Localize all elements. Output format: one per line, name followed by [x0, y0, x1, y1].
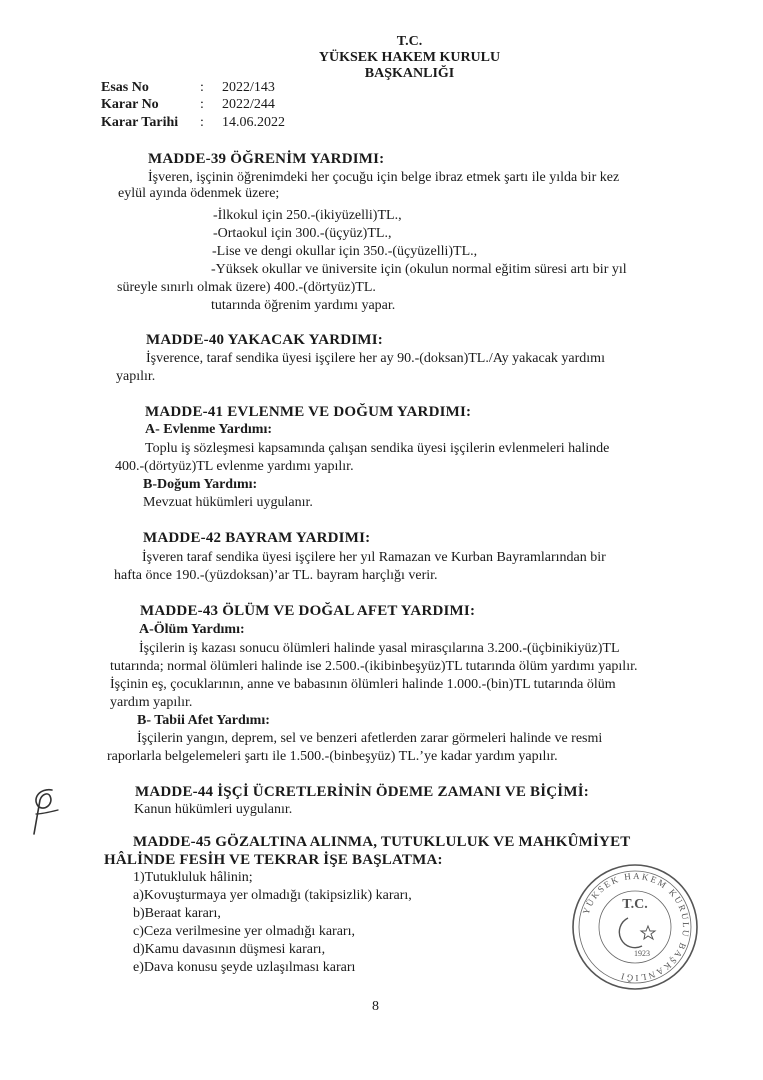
article-43-subtitle-b: B- Tabii Afet Yardımı:: [137, 713, 270, 728]
list-item: süreyle sınırlı olmak üzere) 400.-(dörtyüz)TL.: [117, 280, 376, 295]
official-stamp: [570, 862, 700, 992]
header-institution: YÜKSEK HAKEM KURULU: [318, 50, 501, 65]
meta-value: 14.06.2022: [222, 115, 285, 130]
list-item: -Ortaokul için 300.-(üçyüz)TL.,: [213, 226, 392, 241]
article-41-title: MADDE-41 EVLENME VE DOĞUM YARDIMI:: [145, 404, 472, 420]
text-line: raporlarla belgelemeleri şartı ile 1.500.-(binbeşyüz) TL.’ye kadar yardım yapılır.: [107, 749, 558, 764]
text-line: İşçilerin yangın, deprem, sel ve benzeri afetlerden zarar görmeleri halinde ve resmi: [137, 731, 603, 746]
article-43-title: MADDE-43 ÖLÜM VE DOĞAL AFET YARDIMI:: [140, 603, 476, 619]
list-item: e)Dava konusu şeyde uzlaşılması kararı: [133, 960, 356, 975]
header-presidency: BAŞKANLIĞI: [364, 66, 455, 81]
meta-value: 2022/244: [222, 97, 275, 112]
article-40-title: MADDE-40 YAKACAK YARDIMI:: [146, 332, 383, 348]
list-item: 1)Tutukluluk hâlinin;: [133, 870, 253, 885]
page-number: 8: [372, 999, 379, 1014]
article-43-subtitle-a: A-Ölüm Yardımı:: [139, 622, 245, 637]
meta-label: Karar Tarihi: [101, 115, 179, 130]
article-45-title: HÂLİNDE FESİH VE TEKRAR İŞE BAŞLATMA:: [104, 852, 443, 868]
meta-value: 2022/143: [222, 80, 275, 95]
meta-sep: :: [200, 115, 204, 130]
stamp-ring-text: YÜKSEK HAKEM KURULU BAŞKANLIĞI: [580, 870, 692, 984]
article-41-subtitle-a: A- Evlenme Yardımı:: [145, 422, 273, 437]
text-line: yapılır.: [116, 369, 156, 384]
list-item: -Lise ve dengi okullar için 350.-(üçyüzelli)TL.,: [212, 244, 478, 259]
meta-sep: :: [200, 97, 204, 112]
list-item: c)Ceza verilmesine yer olmadığı kararı,: [133, 924, 355, 939]
text-line: İşveren, işçinin öğrenimdeki her çocuğu için belge ibraz etmek şartı ile yılda bir kez: [148, 170, 620, 185]
text-line: hafta önce 190.-(yüzdoksan)’ar TL. bayram harçlığı verir.: [114, 568, 438, 583]
list-item: -İlkokul için 250.-(ikiyüzelli)TL.,: [213, 208, 402, 223]
stamp-year: 1923: [634, 949, 650, 958]
list-item: a)Kovuşturmaya yer olmadığı (takipsizlik) kararı,: [133, 888, 412, 903]
article-44-title: MADDE-44 İŞÇİ ÜCRETLERİNİN ÖDEME ZAMANI VE BİÇİMİ:: [135, 784, 589, 800]
text-line: İşveren taraf sendika üyesi işçilere her yıl Ramazan ve Kurban Bayramlarından bir: [142, 550, 606, 565]
article-39-title: MADDE-39 ÖĞRENİM YARDIMI:: [148, 151, 385, 167]
text-line: Toplu iş sözleşmesi kapsamında çalışan sendika üyesi işçilerin evlenmeleri halinde: [145, 441, 610, 456]
article-39-end: tutarında öğrenim yardımı yapar.: [211, 298, 396, 313]
meta-label: Esas No: [101, 80, 149, 95]
text-line: İşçilerin iş kazası sonucu ölümleri halinde yasal mirasçılarına 3.200.-(üçbinikiyüz)TL: [139, 641, 620, 656]
header-tc: T.C.: [396, 34, 423, 49]
list-item: -Yüksek okullar ve üniversite için (okulun normal eğitim süresi artı bir yıl: [211, 262, 627, 277]
text-line: tutarında; normal ölümleri halinde ise 2.500.-(ikibinbeşyüz)TL tutarında ölüm yardımı yapılır.: [110, 659, 638, 674]
text-line: İşçinin eş, çocuklarının, anne ve babasının ölümleri halinde 1.000.-(bin)TL tutarında ölüm: [110, 677, 616, 692]
stamp-top-text: T.C.: [622, 897, 648, 912]
list-item: d)Kamu davasının düşmesi kararı,: [133, 942, 326, 957]
text-line: yardım yapılır.: [110, 695, 193, 710]
svg-text:YÜKSEK HAKEM KURULU BAŞKANLIĞI: [581, 871, 691, 983]
list-item: b)Beraat kararı,: [133, 906, 221, 921]
signature-mark: [22, 784, 66, 844]
article-41-subtitle-b: B-Doğum Yardımı:: [143, 477, 258, 492]
article-39-text: [118, 170, 688, 202]
text-line: Kanun hükümleri uygulanır.: [134, 802, 293, 817]
text-line: İşverence, taraf sendika üyesi işçilere her ay 90.-(doksan)TL./Ay yakacak yardımı: [146, 351, 605, 366]
article-45-title: MADDE-45 GÖZALTINA ALINMA, TUTUKLULUK VE MAHKÛMİYET: [133, 834, 631, 850]
meta-sep: :: [200, 80, 204, 95]
text-line: Mevzuat hükümleri uygulanır.: [143, 495, 313, 510]
text-line: 400.-(dörtyüz)TL evlenme yardımı yapılır.: [115, 459, 354, 474]
meta-label: Karar No: [101, 97, 159, 112]
text-line: eylül ayında ödenmek üzere;: [118, 186, 280, 201]
article-42-title: MADDE-42 BAYRAM YARDIMI:: [143, 530, 371, 546]
